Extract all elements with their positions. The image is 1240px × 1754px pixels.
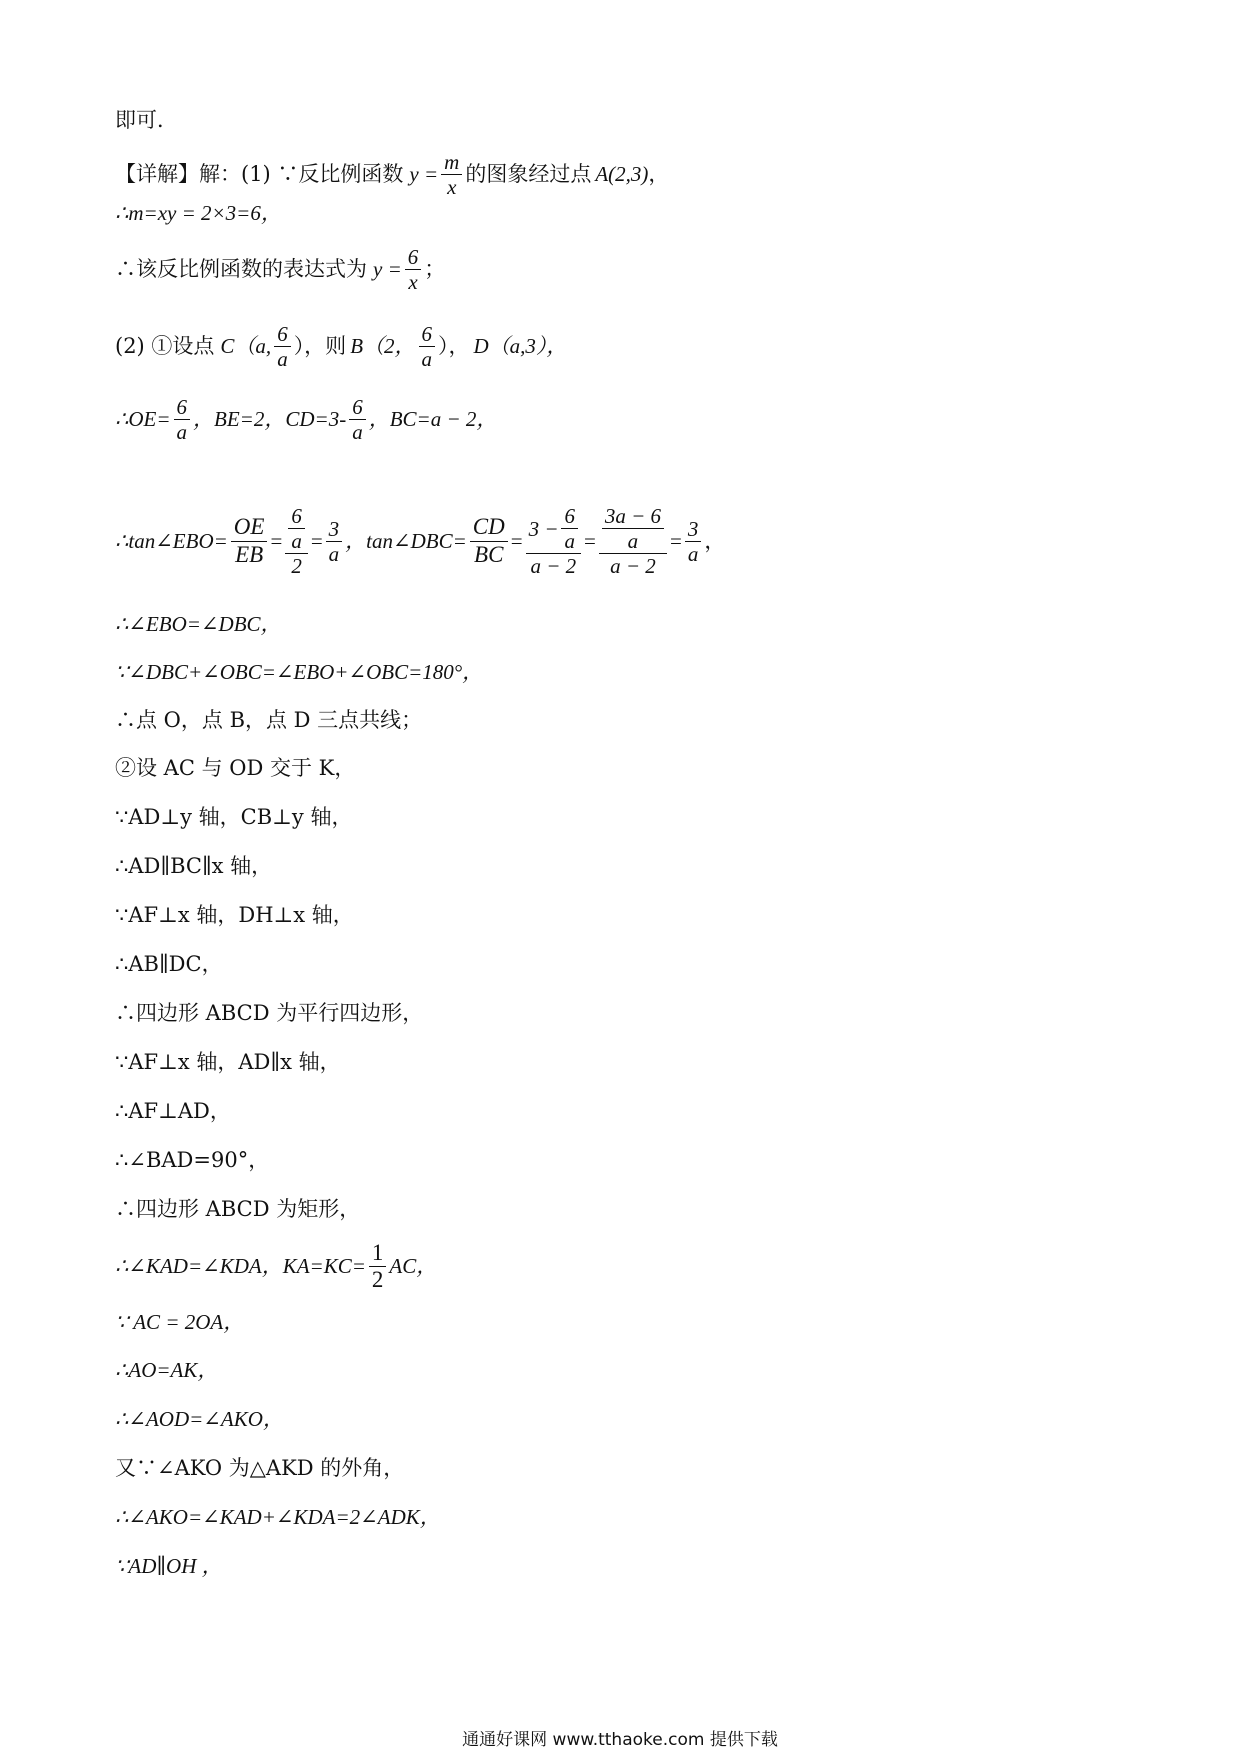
text-line-21 bbox=[115, 1240, 437, 1294]
text-line-13 bbox=[115, 856, 272, 877]
text-line-15 bbox=[115, 954, 223, 975]
line-text: ∵AD⊥y 轴，CB⊥y 轴， bbox=[115, 805, 353, 829]
line-text: (2) ①设点 bbox=[115, 334, 215, 359]
math-text: ∴OE= bbox=[115, 407, 171, 432]
fraction-denominator: x bbox=[408, 270, 418, 295]
fraction-denominator: EB bbox=[235, 541, 264, 567]
equals-sign: = bbox=[270, 528, 283, 553]
fraction-6-over-x bbox=[405, 245, 422, 294]
text-line-19 bbox=[115, 1150, 269, 1171]
fraction-denominator: a − 2 bbox=[610, 554, 656, 579]
fraction-numerator: OE bbox=[233, 514, 265, 540]
line-text: ∴∠EBO=∠DBC， bbox=[115, 612, 282, 636]
text-line-17 bbox=[115, 1052, 341, 1073]
fraction-6-over-a bbox=[174, 395, 191, 444]
fraction-denominator: a bbox=[176, 420, 188, 445]
text-line-7 bbox=[115, 504, 725, 578]
equals-sign: = bbox=[310, 528, 323, 553]
math-point: A(2,3) bbox=[595, 162, 649, 187]
text-line-18 bbox=[115, 1101, 231, 1122]
fraction-numerator: 6 bbox=[176, 395, 188, 419]
fraction-numerator: 6 bbox=[352, 395, 363, 419]
math-text: D（a,3）， bbox=[473, 334, 568, 359]
inner-fraction bbox=[288, 504, 305, 553]
inner-fraction bbox=[561, 504, 578, 553]
fraction-numerator: m bbox=[444, 150, 460, 174]
math-text: AC， bbox=[389, 1254, 438, 1279]
fraction-6-over-a bbox=[419, 322, 436, 371]
inner-fraction bbox=[602, 504, 664, 553]
text-line-3 bbox=[115, 203, 282, 224]
line-text: ∴该反比例函数的表达式为 bbox=[115, 257, 367, 282]
fraction-denominator: x bbox=[447, 175, 457, 200]
line-text: 的图象经过点 bbox=[465, 162, 592, 187]
text-line-2 bbox=[115, 150, 669, 199]
line-text: ），则 bbox=[293, 334, 347, 359]
fraction-3-over-a bbox=[685, 517, 702, 566]
text-line-8 bbox=[115, 614, 282, 635]
fraction-numerator bbox=[599, 504, 667, 553]
text-line-20 bbox=[115, 1199, 360, 1220]
text-line-22 bbox=[115, 1312, 244, 1333]
fraction-numerator: 1 bbox=[371, 1240, 384, 1265]
fraction-denominator: a − 2 bbox=[530, 554, 577, 579]
fraction-1-over-2 bbox=[369, 1240, 387, 1294]
line-text: ∵∠DBC+∠OBC=∠EBO+∠OBC=180°， bbox=[115, 660, 484, 684]
line-text: ， bbox=[704, 528, 726, 553]
fraction-denominator: BC bbox=[474, 541, 504, 567]
fraction-numerator: CD bbox=[472, 514, 505, 540]
text-line-10 bbox=[115, 710, 422, 731]
fraction-cd-over-bc bbox=[470, 514, 508, 568]
fraction-numerator: 3a − 6 bbox=[604, 504, 661, 528]
equals-sign: = bbox=[510, 528, 523, 553]
text-line-11 bbox=[115, 758, 355, 779]
line-text: ； bbox=[424, 257, 446, 282]
fraction-compound-3a6 bbox=[599, 504, 667, 578]
equals-sign: = bbox=[670, 528, 682, 553]
fraction-denominator: a bbox=[291, 529, 302, 554]
line-text: ∴AF⊥AD， bbox=[115, 1099, 231, 1123]
math-y: y = bbox=[373, 257, 402, 282]
fraction-numerator bbox=[526, 504, 581, 553]
line-text: ∵AD∥OH ， bbox=[115, 1554, 223, 1578]
line-text: ， bbox=[648, 162, 670, 187]
numerator-prefix: 3 − bbox=[528, 516, 559, 541]
fraction-6-over-a bbox=[274, 322, 291, 371]
math-y: y = bbox=[409, 162, 439, 187]
line-text: ∴AB∥DC， bbox=[115, 952, 223, 976]
fraction-denominator: 2 bbox=[371, 1267, 384, 1293]
text-line-24 bbox=[115, 1409, 284, 1430]
fraction-numerator: 6 bbox=[291, 504, 302, 528]
text-line-4 bbox=[115, 245, 445, 294]
line-text: ∵AF⊥x 轴，AD∥x 轴， bbox=[115, 1050, 341, 1074]
math-text: ，BC=a − 2， bbox=[368, 407, 498, 432]
fraction-numerator: 6 bbox=[407, 245, 419, 269]
line-text: ）， bbox=[438, 334, 470, 359]
fraction-denominator: a bbox=[687, 541, 699, 566]
line-text: 即可． bbox=[115, 108, 178, 132]
line-text: ∴∠AKO=∠KAD+∠KDA=2∠ADK， bbox=[115, 1505, 441, 1529]
text-line-25 bbox=[115, 1458, 404, 1479]
line-text: ∵ AC = 2OA， bbox=[115, 1310, 245, 1334]
fraction-denominator: a bbox=[352, 420, 363, 445]
fraction-numerator: 6 bbox=[277, 322, 288, 346]
text-line-12 bbox=[115, 807, 352, 828]
math-text: B（2， bbox=[350, 334, 416, 359]
text-line-6 bbox=[115, 395, 497, 444]
fraction-denominator: a bbox=[421, 347, 433, 372]
line-text: 又∵∠AKO 为△AKD 的外角， bbox=[115, 1456, 405, 1480]
text-line-1 bbox=[115, 110, 178, 131]
fraction-denominator: 2 bbox=[291, 554, 302, 579]
fraction-denominator: a bbox=[328, 541, 340, 566]
math-text: C（a, bbox=[220, 334, 272, 359]
line-text: ∴点 O，点 B，点 D 三点共线； bbox=[115, 708, 423, 732]
fraction-oe-over-eb bbox=[231, 514, 268, 568]
line-text: ∵AF⊥x 轴，DH⊥x 轴， bbox=[115, 903, 354, 927]
page-footer: 通通好课网 www.tthaoke.com 提供下载 bbox=[462, 1730, 778, 1750]
line-text: ∴m=xy = 2×3=6， bbox=[115, 201, 282, 225]
fraction-denominator: a bbox=[564, 529, 575, 554]
text-line-23 bbox=[115, 1360, 218, 1381]
line-text: ∴∠BAD=90°， bbox=[115, 1148, 270, 1172]
fraction-numerator: 6 bbox=[564, 504, 575, 528]
fraction-numerator: 6 bbox=[421, 322, 433, 346]
text-line-5 bbox=[115, 322, 567, 371]
text-line-16 bbox=[115, 1003, 423, 1024]
text-line-27 bbox=[115, 1556, 223, 1577]
text-line-14 bbox=[115, 905, 354, 926]
text-line-9 bbox=[115, 662, 483, 683]
fraction-numerator bbox=[285, 504, 308, 553]
fraction-6-over-a bbox=[349, 395, 366, 444]
line-text: ∴AO=AK， bbox=[115, 1358, 219, 1382]
fraction-compound-6a-over-2 bbox=[285, 504, 308, 578]
line-text: ∴四边形 ABCD 为矩形， bbox=[115, 1197, 361, 1221]
line-text: ②设 AC 与 OD 交于 K， bbox=[115, 756, 356, 780]
math-text: ∴tan∠EBO= bbox=[115, 528, 228, 553]
line-text: ∴四边形 ABCD 为平行四边形， bbox=[115, 1001, 424, 1025]
fraction-denominator: a bbox=[277, 347, 288, 372]
fraction-3-over-a bbox=[326, 517, 343, 566]
fraction-compound-cd bbox=[526, 504, 581, 578]
line-text: 【详解】解：(1) ∵反比例函数 bbox=[115, 162, 404, 187]
equals-sign: = bbox=[583, 528, 596, 553]
line-text: ∴∠AOD=∠AKO， bbox=[115, 1407, 284, 1431]
fraction-numerator: 3 bbox=[687, 516, 699, 541]
math-text: ，BE=2，CD=3- bbox=[193, 407, 347, 432]
line-text: ∴AD∥BC∥x 轴， bbox=[115, 854, 273, 878]
text-line-26 bbox=[115, 1507, 441, 1528]
fraction-m-over-x bbox=[441, 150, 462, 199]
fraction-denominator: a bbox=[627, 529, 639, 554]
fraction-numerator: 3 bbox=[328, 516, 340, 541]
math-text: ，tan∠DBC= bbox=[345, 528, 467, 553]
math-text: ∴∠KAD=∠KDA，KA=KC= bbox=[115, 1254, 366, 1279]
